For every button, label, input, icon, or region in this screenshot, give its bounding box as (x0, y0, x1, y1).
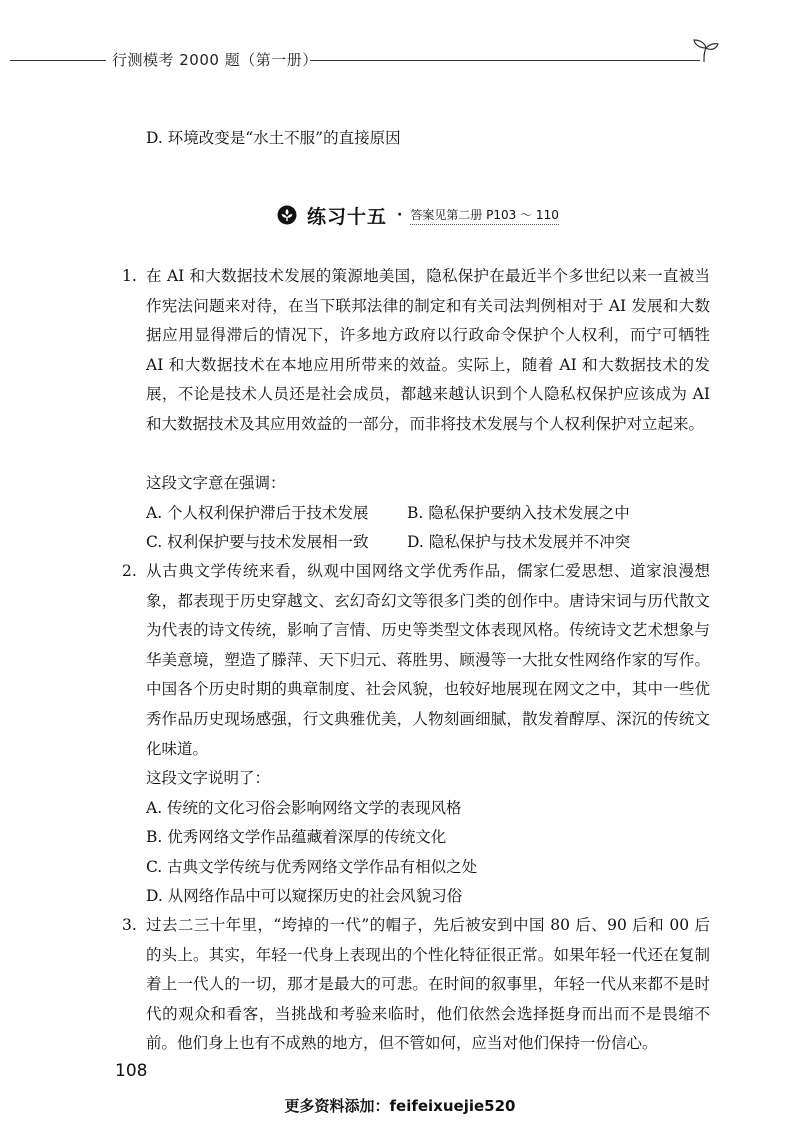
question-stem: 从古典文学传统来看，纵观中国网络文学优秀作品，儒家仁爱思想、道家浪漫想象，都表现于历史穿越文、玄幻奇幻文等很多门类的创作中。唐诗宋词与历代散文为代表的诗文传统，影响了言情、历史等类型文体表现风格。传统诗文艺术想象与华美意境，塑造了滕萍、天下归元、蒋胜男、顾漫等一大批女性网络作家的写作。中国各个历史时期的典章制度、社会风貌，也较好地展现在网文之中，其中一些优秀作品历史现场感强，行文典雅优美，人物刻画细腻，散发着醇厚、深沉的传统文化味道。 (146, 562, 710, 758)
header-title: 行测模考 2000 题（第一册） (112, 51, 318, 69)
option-b: B. 隐私保护要纳入技术发展之中 (407, 504, 630, 522)
previous-question-option-d: D. 环境改变是“水土不服”的直接原因 (146, 129, 401, 147)
question-stem: 在 AI 和大数据技术发展的策源地美国，隐私保护在最近半个多世纪以来一直被当作宪法问题来对待，在当下联邦法律的制定和有关司法判例相对于 AI 发展和大数据应用显得滞后的情况下，许多地方政府以行政命令保护个人权利，而宁可牺牲 AI 和大数据技术在本地应用所带来的效益。实际上，随着 AI 和大数据技术的发展，不论是技术人员还是社会成员，都越来越认识到个人隐私权保护应该成为 AI 和大数据技术及其应用效益的一部分，而非将技术发展与个人权利保护对立起来。 (146, 267, 710, 433)
header-rule-left (10, 60, 106, 61)
question-number: 3. (122, 916, 137, 934)
question-number: 1. (122, 267, 137, 285)
section-badge-icon (277, 205, 297, 225)
question-prompt: 这段文字意在强调： (146, 474, 286, 492)
header-rule-right (310, 60, 700, 61)
section-heading (277, 200, 559, 230)
answer-reference: 答案见第二册 P103 ～ 110 (410, 206, 559, 225)
question-prompt: 这段文字说明了： (146, 769, 271, 787)
footer-contact: 更多资料添加：feifeixuejie520 (284, 1097, 516, 1115)
question-number: 2. (122, 562, 137, 580)
option-a: A. 传统的文化习俗会影响网络文学的表现风格 (146, 799, 462, 817)
option-c: C. 古典文学传统与优秀网络文学作品有相似之处 (146, 858, 478, 876)
option-d: D. 从网络作品中可以窥探历史的社会风貌习俗 (146, 887, 463, 905)
question-stem: 过去二三十年里，“垮掉的一代”的帽子，先后被安到中国 80 后、90 后和 00 后的头上。其实，年轻一代身上表现出的个性化特征很正常。如果年轻一代还在复制着上一代人的一切，那才是最大的可悲。在时间的叙事里，年轻一代从来都不是时代的观众和看客，当挑战和考验来临时，他们依然会选择挺身而出而不是畏缩不前。他们身上也有不成熟的地方，但不管如何，应当对他们保持一份信心。 (146, 916, 710, 1053)
option-b: B. 优秀网络文学作品蕴藏着深厚的传统文化 (146, 828, 447, 846)
option-a: A. 个人权利保护滞后于技术发展 (146, 504, 369, 522)
option-c: C. 权利保护要与技术发展相一致 (146, 533, 369, 551)
option-d: D. 隐私保护与技术发展并不冲突 (407, 533, 631, 551)
running-header (10, 46, 710, 72)
section-separator: · (397, 207, 403, 223)
page-number: 108 (115, 1061, 148, 1081)
section-name: 练习十五 (307, 205, 388, 228)
sprout-leaf-icon (690, 38, 720, 64)
